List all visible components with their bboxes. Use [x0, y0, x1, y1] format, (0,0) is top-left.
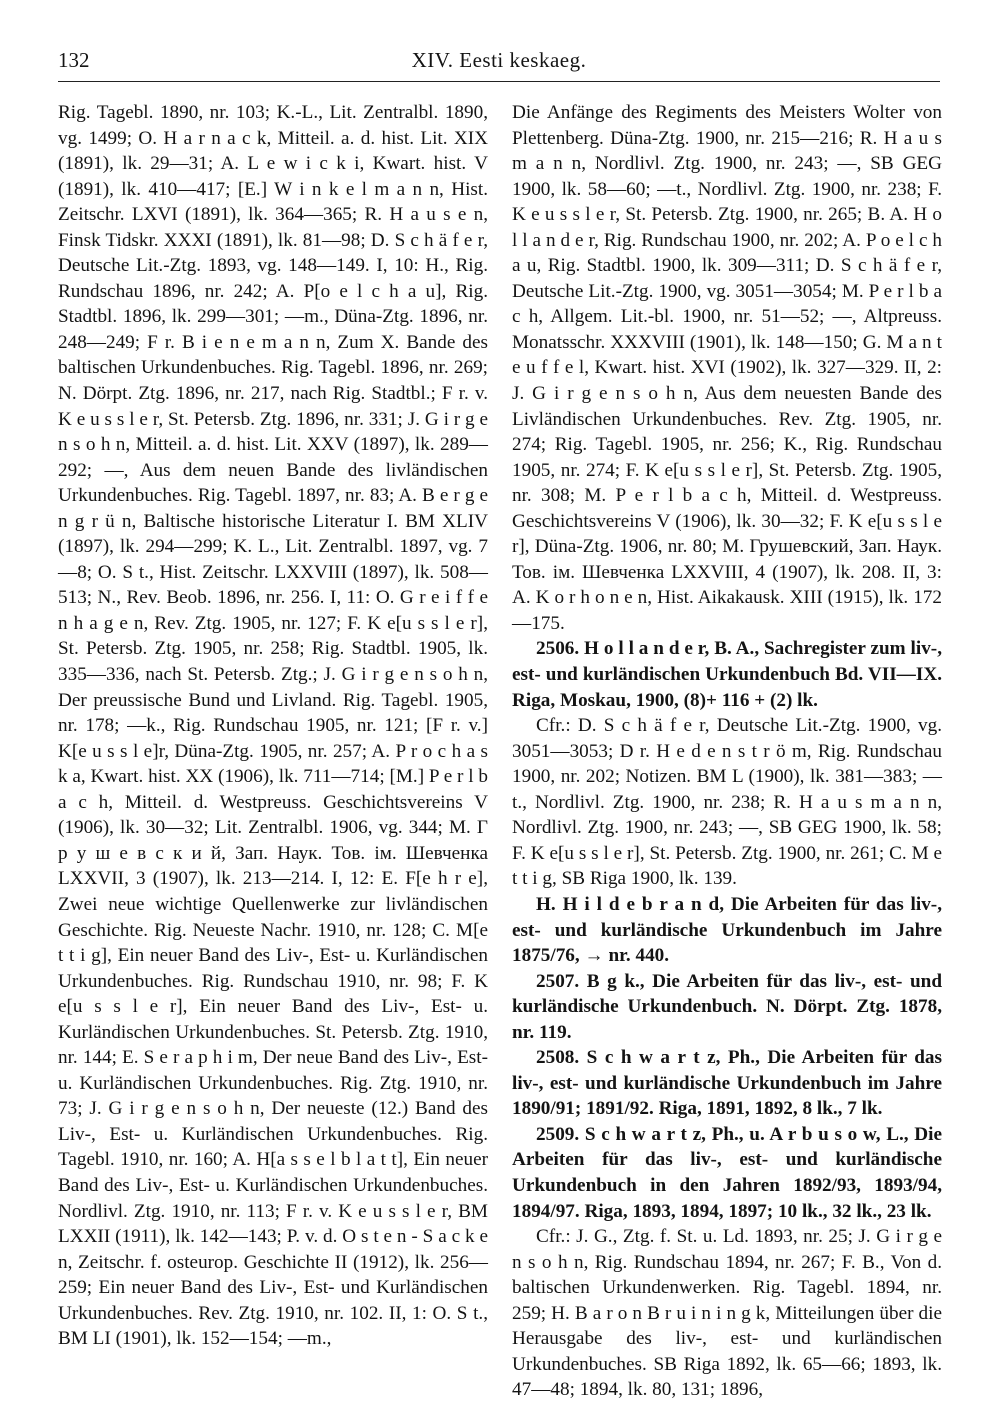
running-title: XIV. Eesti keskaeg.: [411, 48, 587, 72]
left-column-text: Rig. Tagebl. 1890, nr. 103; K.-L., Lit. Zentralbl. 1890, vg. 1499; O. H a r n a c k, Mitteil. a. d. hist. Lit. XIX (1891), lk. 29—31; A. L e w i c k i, Kwart. hist. V (1891), lk. 410—417; [E.] W i n k e l m a n n, Hist. Zeitschr. LXVI (1891), lk. 364—365; R. H a u s e n, Finsk Tidskr. XXXI (1891), lk. 81—98; D. S c h ä f e r, Deutsche Lit.-Ztg. 1893, vg. 148—149. I, 10: H., Rig. Rundschau 1896, nr. 242; A. P[o e l c h a u], Rig. Stadtbl. 1896, lk. 299—301; —m., Düna-Ztg. 1896, nr. 248—249; F r. B i e n e m a n n, Zum X. Bande des baltischen Urkundenbuches. Rig. Tagebl. 1896, nr. 269; N. Dörpt. Ztg. 1896, nr. 217, nach Rig. Stadtbl.; F r. v. K e u s s l e r, St. Petersb. Ztg. 1896, nr. 331; J. G i r g e n s o h n, Mitteil. a. d. hist. Lit. XXV (1897), lk. 289—292; —, Aus dem neuen Bande des livländischen Urkundenbuches. Rig. Tagebl. 1897, nr. 83; A. B e r g e n g r ü n, Baltische historische Literatur I. BM XLIV (1897), lk. 294—299; K. L., Lit. Zentralbl. 1897, vg. 7—8; O. S t., Hist. Zeitschr. LXXVIII (1897), lk. 508—513; N., Rev. Beob. 1896, nr. 256. I, 11: O. G r e i f f e n h a g e n, Rev. Ztg. 1905, nr. 127; F. K e[u s s l e r], St. Petersb. Ztg. 1905, nr. 258; Rig. Stadtbl. 1905, lk. 335—336, nach St. Petersb. Ztg.; J. G i r g e n s o h n, Der preussische Bund und Livland. Rig. Tagebl. 1905, nr. 178; —k., Rig. Rundschau 1905, nr. 121; [F r. v.] K[e u s s l e]r, Düna-Ztg. 1905, nr. 257; A. P r o c h a s k a, Kwart. hist. XX (1906), lk. 711—714; [M.] P e r l b a c h, Mitteil. d. Westpreuss. Geschichtsvereins V (1906), lk. 30—32; Lit. Zentralbl. 1906, vg. 344; М. Г р у ш е в с к и й, Зап. Наук. Тов. ім. Шевченка LXXVII, 3 (1907), lk. 213—214. I, 12: E. F[e h r e], Zwei neue wichtige Quellenwerke zur livländischen Geschichte. Rig. Neueste Nachr. 1910, nr. 128; C. M[e t t i g], Ein neuer Band des Liv-, Est- u. Kurländischen Urkundenbuches. Rig. Rundschau 1910, nr. 98; F. K e[u s s l e r], Ein neuer Band des Liv-, Est- u. Kurländischen Urkundenbuches. St. Petersb. Ztg. 1910, nr. 144; E. S e r a p h i m, Der neue Band des Liv-, Est- u. Kurländischen Urkundenbuches. Rig. Ztg. 1910, nr. 73; J. G i r g e n s o h n, Der neueste (12.) Band des Liv-, Est- u. Kurländischen Urkundenbuches. Rig. Tagebl. 1910, nr. 160; A. H[a s s e l b l a t t], Ein neuer Band des Liv-, Est- u. Kurländischen Urkundenbuches. Nordlivl. Ztg. 1910, nr. 113; F r. v. K e u s s l e r, BM LXXII (1911), lk. 142—143; P. v. d. O s t e n - S a c k e n, Zeitschr. f. osteurop. Geschichte II (1912), lk. 256—259; Ein neuer Band des Liv-, Est- und Kurländischen Urkundenbuches. Rev. Ztg. 1910, nr. 102. II, 1: O. S t., BM LI (1901), lk. 152—154; —m.,: [58, 102, 488, 1350]
entry-2509: 2509. S c h w a r t z, Ph., u. A r b u s o w, L., Die Arbeiten für das liv-, est- und kurländische Urkundenbuch in den Jahren 1892/93, 1893/94, 1894/97. Riga, 1893, 1894, 1897; 10 lk., 32 lk., 23 lk.: [512, 1123, 942, 1222]
cfr-2509: Cfr.: J. G., Ztg. f. St. u. Ld. 1893, nr. 25; J. G i r g e n s o h n, Rig. Rundschau 1894, nr. 267; F. B., Von d. baltischen Urkundenwerken. Rig. Tagebl. 1894, nr. 259; H. B a r o n B r u i n i n g k, Mitteilungen über die Herausgabe des liv-, est- und kurländischen Urkundenbuches. SB Riga 1892, lk. 65—66; 1893, lk. 47—48; 1894, lk. 80, 131; 1896,: [512, 1226, 942, 1401]
page-header: [58, 48, 940, 78]
left-column: [58, 100, 488, 1352]
header-rule: [58, 81, 940, 82]
entry-2508: 2508. S c h w a r t z, Ph., Die Arbeiten für das liv-, est- und kurländische Urkundenbuch im Jahre 1890/91; 1891/92. Riga, 1891, 1892, 8 lk., 7 lk.: [512, 1047, 942, 1120]
entry-2507: 2507. B g k., Die Arbeiten für das liv-, est- und kurländische Urkundenbuch. N. Dörpt. Ztg. 1878, nr. 119.: [512, 970, 942, 1043]
hildebrand-reference: H. H i l d e b r a n d, Die Arbeiten für das liv-, est- und kurländische Urkundenbuch im Jahre 1875/76, → nr. 440.: [512, 893, 942, 967]
continued-citations: Die Anfänge des Regiments des Meisters Wolter von Plettenberg. Düna-Ztg. 1900, nr. 215—216; R. H a u s m a n n, Nordlivl. Ztg. 1900, nr. 243; —, SB GEG 1900, lk. 58—60; —t., Nordlivl. Ztg. 1900, nr. 238; F. K e u s s l e r, St. Petersb. Ztg. 1900, nr. 265; B. A. H o l l a n d e r, Rig. Rundschau 1900, nr. 202; A. P o e l c h a u, Rig. Stadtbl. 1900, lk. 309—311; D. S c h ä f e r, Deutsche Lit.-Ztg. 1900, vg. 3051—3054; M. P e r l b a c h, Allgem. Lit.-bl. 1900, nr. 51—52; —, Altpreuss. Monatsschr. XXXVIII (1901), lk. 148—150; G. M a n t e u f f e l, Kwart. hist. XVI (1902), lk. 327—329. II, 2: J. G i r g e n s o h n, Aus dem neuesten Bande des Livländischen Urkundenbuches. Rev. Ztg. 1905, nr. 274; Rig. Tagebl. 1905, nr. 256; K., Rig. Rundschau 1905, nr. 274; F. K e[u s s l e r], St. Petersb. Ztg. 1905, nr. 308; M. P e r l b a c h, Mitteil. d. Westpreuss. Geschichtsvereins V (1906), lk. 30—32; F. K e[u s s l e r], Düna-Ztg. 1906, nr. 80; М. Грушевский, Зап. Наук. Тов. ім. Шевченка LXXVIII, 4 (1907), lk. 208. II, 3: A. K o r h o n e n, Hist. Aikakausk. XIII (1915), lk. 172—175.: [512, 102, 942, 634]
entry-2506: 2506. H o l l a n d e r, B. A., Sachregister zum liv-, est- und kurländischen Urkundenbuch Bd. VII—IX. Riga, Moskau, 1900, (8)+ 116 + (2) lk.: [512, 638, 942, 711]
right-column: [512, 100, 942, 1403]
cfr-2506: Cfr.: D. S c h ä f e r, Deutsche Lit.-Ztg. 1900, vg. 3051—3053; D r. H e d e n s t r ö m, Rig. Rundschau 1900, nr. 202; Notizen. BM L (1900), lk. 381—383; —t., Nordlivl. Ztg. 1900, nr. 238; R. H a u s m a n n, Nordlivl. Ztg. 1900, nr. 243; —, SB GEG 1900, lk. 58; F. K e[u s s l e r], St. Petersb. Ztg. 1900, nr. 261; C. M e t t i g, SB Riga 1900, lk. 139.: [512, 715, 942, 890]
page-number: 132: [58, 48, 90, 72]
